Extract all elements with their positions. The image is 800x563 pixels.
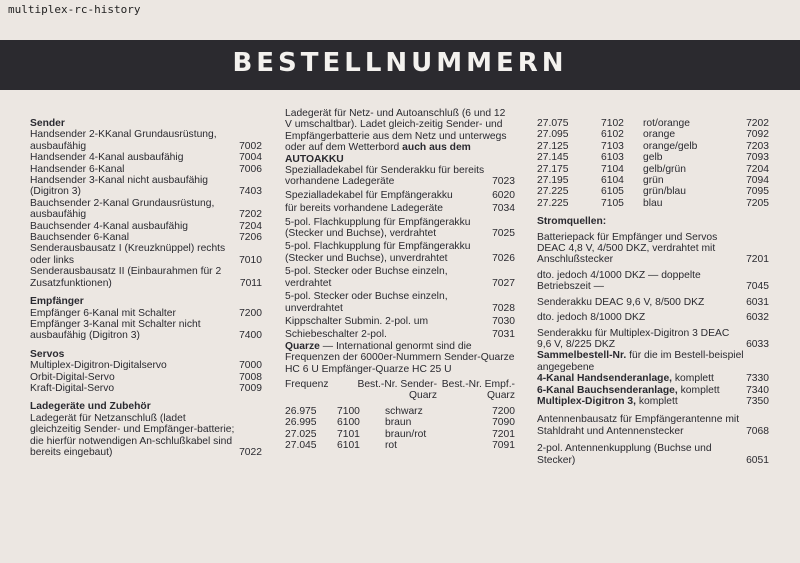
table-cell: schwarz — [385, 405, 423, 417]
list-item — [537, 443, 769, 466]
order-number: 7030 — [492, 315, 515, 327]
order-number: 6033 — [746, 338, 769, 350]
table-cell: 6102 — [601, 129, 624, 141]
order-number: 7330 — [746, 373, 769, 385]
table-cell: 7203 — [746, 140, 769, 152]
item-text: Bauchsender 4-Kanal ausbaufähig — [30, 220, 189, 232]
table-cell: 7103 — [601, 140, 624, 152]
table-cell: 7092 — [746, 129, 769, 141]
table-cell: 7201 — [492, 428, 515, 440]
list-item — [537, 328, 769, 351]
table-cell: 7100 — [337, 405, 360, 417]
list-item — [30, 413, 262, 459]
table-cell: braun/rot — [385, 428, 427, 440]
list-item — [537, 297, 769, 308]
item-text: Bauchsender 6-Kanal — [30, 232, 130, 244]
list-item — [285, 291, 515, 314]
table-cell: 27.095 — [537, 129, 569, 141]
table-cell: 7094 — [746, 175, 769, 187]
item-text: Spezialladekabel für Senderakku für bereits vorhandene Ladegeräte — [285, 165, 485, 188]
table-cell: orange — [643, 129, 676, 141]
list-item — [30, 198, 262, 221]
item-text: Handsender 2-KKanal Grundausrüstung, ausbaufähig — [30, 129, 217, 152]
order-number: 7006 — [239, 163, 262, 175]
item-text: Kippschalter Submin. 2-pol. um — [285, 315, 429, 327]
item-bold: 4-Kanal Handsenderanlage, — [537, 373, 673, 385]
list-item — [30, 152, 262, 163]
empfaenger-list — [30, 308, 262, 342]
table-cell: 27.175 — [537, 163, 569, 175]
list-item — [285, 316, 515, 327]
item-bold: Multiplex-Digitron 3, — [537, 395, 636, 407]
item-text: Senderakku für Multiplex-Digitron 3 DEAC 9,6 V, 8/225 DKZ — [537, 327, 730, 350]
table-cell: 7200 — [492, 405, 515, 417]
sammel-note: Sammelbestell-Nr. für die im Bestell-beispiel angegebene — [537, 350, 744, 373]
table-cell: braun — [385, 417, 412, 429]
sammel-list — [537, 373, 769, 407]
list-item — [537, 385, 769, 396]
section-heading-empfaenger: Empfänger — [30, 296, 84, 308]
table-cell: 7090 — [492, 417, 515, 429]
order-number: 7204 — [239, 220, 262, 232]
list-item — [537, 232, 769, 266]
table-cell: 6105 — [601, 186, 624, 198]
order-number: 7004 — [239, 152, 262, 164]
list-item — [30, 243, 262, 266]
item-text: Multiplex-Digitron-Digitalservo — [30, 360, 167, 372]
table-cell: 26.995 — [285, 417, 317, 429]
column-right — [537, 118, 769, 466]
order-number: 7011 — [239, 277, 262, 289]
order-number: 7202 — [239, 209, 262, 221]
list-item — [30, 319, 262, 342]
site-caption: multiplex-rc-history — [8, 3, 141, 16]
list-item — [285, 165, 515, 188]
item-text: Ladegerät für Netzanschluß (ladet gleichzeitig Sender- und Empfänger-batterie; die hierfür notwendigen An-schlußkabel sind bereits eingebaut) — [30, 412, 235, 458]
table-cell: rot/orange — [643, 118, 690, 129]
item-text: 5-pol. Stecker oder Buchse einzeln, unverdrahtet — [285, 291, 448, 314]
frequency-table-continued — [537, 118, 769, 209]
table-cell: gelb — [643, 152, 663, 164]
order-number: 7068 — [746, 425, 769, 437]
column-middle — [285, 108, 515, 451]
table-cell: 7105 — [601, 197, 624, 209]
order-number: 7010 — [239, 254, 262, 266]
table-cell: 7205 — [746, 197, 769, 209]
order-number: 7403 — [239, 186, 262, 198]
list-item — [30, 175, 262, 198]
ladegeraete-list — [30, 413, 262, 459]
list-item — [537, 414, 769, 437]
order-number: 7200 — [239, 307, 262, 319]
order-number: 6020 — [492, 189, 515, 201]
item-bold: 6-Kanal Bauchsenderanlage, — [537, 384, 678, 396]
item-rest: komplett — [672, 373, 714, 385]
item-text — [537, 373, 742, 384]
list-item — [30, 308, 262, 319]
list-item — [30, 360, 262, 371]
table-cell: 7093 — [746, 152, 769, 164]
table-cell: 27.195 — [537, 175, 569, 187]
list-item — [285, 241, 515, 264]
item-rest: komplett — [635, 395, 678, 407]
item-text: für bereits vorhandene Ladegeräte — [285, 203, 443, 215]
list-item — [285, 217, 515, 240]
item-text: Empfänger 6-Kanal mit Schalter — [30, 307, 176, 319]
item-text — [537, 385, 742, 396]
antenna-list — [537, 414, 769, 466]
table-cell: 27.225 — [537, 197, 569, 209]
section-heading-sender: Sender — [30, 118, 65, 129]
item-text: Spezialladekabel für Empfängerakku — [285, 189, 453, 201]
table-cell: 27.125 — [537, 140, 569, 152]
list-item — [30, 383, 262, 394]
section-heading-ladegeraete: Ladegeräte und Zubehör — [30, 401, 151, 413]
table-cell: grün/blau — [643, 186, 686, 198]
order-number: 7025 — [492, 228, 515, 240]
order-number: 7201 — [746, 254, 769, 266]
item-text: 2-pol. Antennenkupplung (Buchse und Stecker) — [537, 443, 712, 466]
page-title: BESTELLNUMMERN — [232, 48, 568, 78]
table-cell: 26.975 — [285, 405, 317, 417]
table-cell: 27.225 — [537, 186, 569, 198]
order-number: 7031 — [492, 329, 515, 341]
table-cell: 27.025 — [285, 428, 317, 440]
order-number: 7002 — [239, 140, 262, 152]
item-text: Batteriepack für Empfänger und Servos DEAC 4,8 V, 4/500 DKZ, verdrahtet mit Anschlußstecker — [537, 231, 718, 266]
order-number: 7034 — [492, 203, 515, 215]
item-text: dto. jedoch 8/1000 DKZ — [537, 312, 646, 324]
list-item — [30, 232, 262, 243]
order-number: 7028 — [492, 302, 515, 314]
item-text — [537, 396, 742, 407]
table-cell: 7091 — [492, 439, 515, 451]
stromquellen-list — [537, 232, 769, 351]
item-text: Handsender 6-Kanal — [30, 163, 125, 175]
table-cell: 6103 — [601, 152, 624, 164]
list-item — [537, 312, 769, 323]
list-item — [30, 164, 262, 175]
list-item — [537, 373, 769, 384]
order-number: 7206 — [239, 232, 262, 244]
section-heading-servos: Servos — [30, 348, 65, 360]
item-text: Orbit-Digital-Servo — [30, 371, 115, 383]
sender-list — [30, 129, 262, 289]
column-left — [30, 118, 262, 458]
order-number: 7022 — [239, 446, 262, 458]
table-cell: 6101 — [337, 439, 360, 451]
table-cell: 27.075 — [537, 118, 569, 129]
table-cell: 27.145 — [537, 152, 569, 164]
table-cell: gelb/grün — [643, 163, 686, 175]
item-text: dto. jedoch 4/1000 DKZ — doppelte Betriebszeit — — [537, 269, 701, 293]
item-text: Senderausbausatz I (Kreuzknüppel) rechts oder links — [30, 243, 226, 266]
list-item — [285, 190, 515, 201]
list-item — [30, 372, 262, 383]
table-cell: blau — [643, 197, 663, 209]
table-cell: 7204 — [746, 163, 769, 175]
order-number: 7045 — [746, 281, 769, 293]
order-number: 6031 — [746, 296, 769, 308]
list-item — [30, 266, 262, 289]
item-text: Handsender 4-Kanal ausbaufähig — [30, 152, 184, 164]
order-number: 7008 — [239, 371, 262, 383]
item-text: Bauchsender 2-Kanal Grundausrüstung, ausbaufähig — [30, 197, 215, 221]
table-cell: orange/gelb — [643, 140, 698, 152]
item-text: Handsender 3-Kanal nicht ausbaufähig (Digitron 3) — [30, 175, 209, 198]
order-number: 6051 — [746, 454, 769, 466]
item-text: Senderausbausatz II (Einbaurahmen für 2 Zusatzfunktionen) — [30, 266, 222, 289]
section-heading-stromquellen: Stromquellen: — [537, 216, 607, 228]
item-text: Empfänger 3-Kanal mit Schalter nicht ausbaufähig (Digitron 3) — [30, 318, 201, 342]
quarze-note: Quarze — International genormt sind die Frequenzen der 6000er-Nummern Sender-Quarze HC 6 U Empfänger-Quarze HC 25 U — [285, 340, 515, 375]
item-text: Kraft-Digital-Servo — [30, 382, 115, 394]
order-number: 7027 — [492, 277, 515, 289]
frequency-table-header: Frequenz Best.-Nr. Sender-Quarz Best.-Nr. Empf.-Quarz — [285, 378, 515, 402]
item-text: Schiebeschalter 2-pol. — [285, 329, 387, 341]
order-number: 7340 — [746, 384, 769, 396]
order-number: 6032 — [746, 312, 769, 324]
table-cell: 7104 — [601, 163, 624, 175]
order-number: 7000 — [239, 360, 262, 372]
table-cell: 6104 — [601, 175, 624, 187]
accessory-list — [285, 165, 515, 341]
charger-intro: Ladegerät für Netz- und Autoanschluß (6 und 12 V umschaltbar). Ladet gleich-zeitig Sender- und Empfängerbatterie aus dem Netz und unterwegs oder auf dem Wetterbord auch aus dem AUTOAKKU — [285, 108, 507, 165]
table-cell: 7095 — [746, 186, 769, 198]
order-number: 7009 — [239, 382, 262, 394]
list-item — [30, 221, 262, 232]
title-banner — [0, 40, 800, 90]
order-number: 7400 — [239, 330, 262, 342]
item-text: Senderakku DEAC 9,6 V, 8/500 DKZ — [537, 296, 705, 308]
table-cell: 6100 — [337, 417, 360, 429]
frequency-table — [285, 406, 515, 452]
table-cell: rot — [385, 439, 398, 451]
table-cell: 7101 — [337, 428, 360, 440]
table-cell: 27.045 — [285, 439, 317, 451]
list-item — [30, 129, 262, 152]
list-item — [285, 266, 515, 289]
item-text: Antennenbausatz für Empfängerantenne mit Stahldraht und Antennenstecker — [537, 414, 740, 437]
list-item — [537, 396, 769, 407]
table-cell: 7202 — [746, 118, 769, 129]
order-number: 7350 — [746, 395, 769, 407]
item-text: 5-pol. Flachkupplung für Empfängerakku (Stecker und Buchse), unverdrahtet — [285, 241, 471, 264]
item-rest: komplett — [677, 384, 720, 396]
item-text: 5-pol. Stecker oder Buchse einzeln, verdrahtet — [285, 266, 448, 289]
table-cell: 7102 — [601, 118, 624, 129]
order-number: 7023 — [492, 176, 515, 188]
list-item — [285, 203, 515, 214]
list-item — [537, 270, 769, 293]
item-text: 5-pol. Flachkupplung für Empfängerakku (Stecker und Buchse), verdrahtet — [285, 216, 471, 240]
order-number: 7026 — [492, 252, 515, 264]
table-cell: grün — [643, 175, 664, 187]
servos-list — [30, 360, 262, 394]
list-item — [285, 329, 515, 340]
